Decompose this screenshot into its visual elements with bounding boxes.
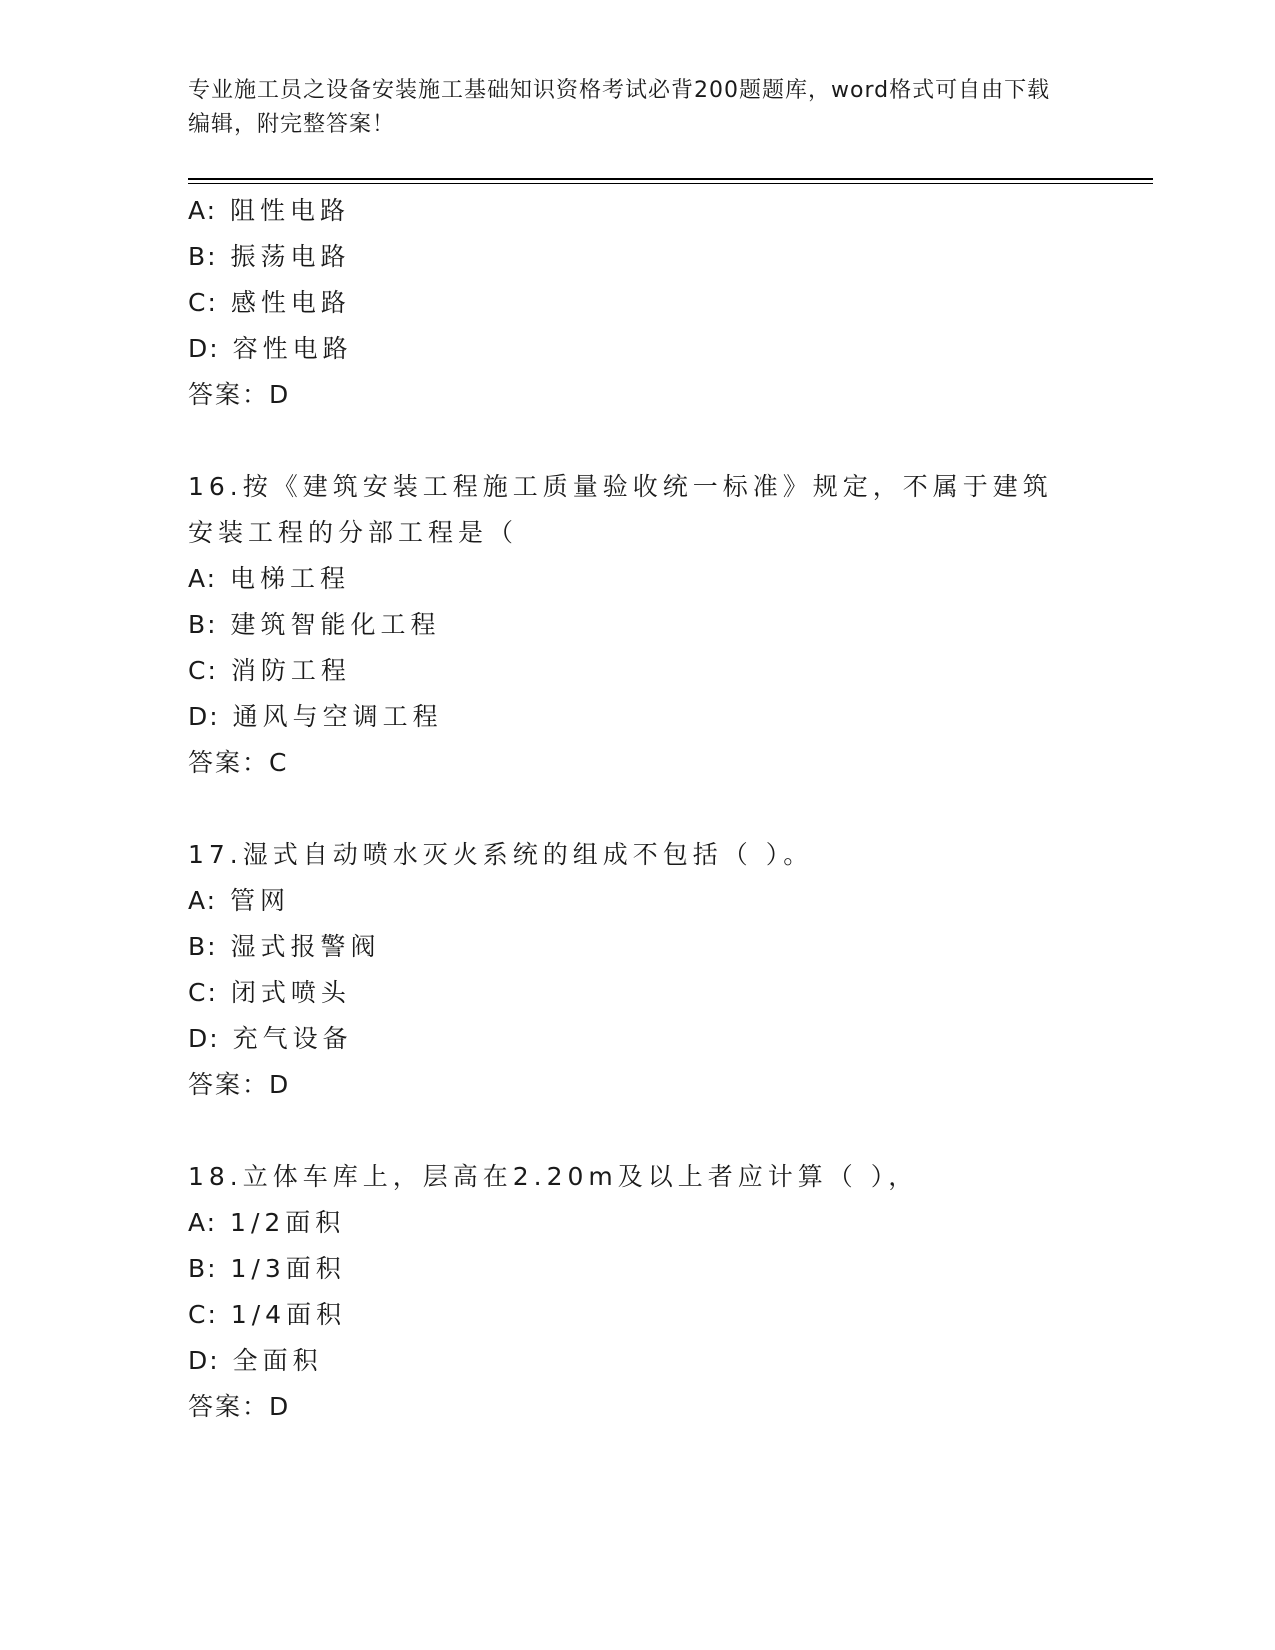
option-c: C: 消防工程 bbox=[188, 656, 351, 685]
option-c: C: 感性电路 bbox=[188, 288, 351, 317]
option-a: A: 管网 bbox=[188, 886, 291, 915]
option-d: D: 全面积 bbox=[188, 1346, 323, 1375]
option-b: B: 1/3面积 bbox=[188, 1254, 346, 1283]
question-stem: 17.湿式自动喷水灭火系统的组成不包括（ ）。 bbox=[188, 840, 814, 869]
answer: 答案：D bbox=[188, 1070, 291, 1099]
header-divider-thick bbox=[188, 178, 1153, 180]
question-stem: 18.立体车库上，层高在2.20m及以上者应计算（ ）， bbox=[188, 1162, 919, 1191]
question-stem: 16.按《建筑安装工程施工质量验收统一标准》规定，不属于建筑安装工程的分部工程是（ bbox=[188, 472, 1053, 547]
option-b: B: 振荡电路 bbox=[188, 242, 351, 271]
answer: 答案：C bbox=[188, 748, 289, 777]
option-d: D: 充气设备 bbox=[188, 1024, 353, 1053]
option-d: D: 通风与空调工程 bbox=[188, 702, 443, 731]
answer: 答案：D bbox=[188, 1392, 291, 1421]
question-16 bbox=[188, 464, 1088, 786]
option-a: A: 阻性电路 bbox=[188, 196, 351, 225]
question-18 bbox=[188, 1154, 1088, 1430]
option-b: B: 建筑智能化工程 bbox=[188, 610, 441, 639]
question-list bbox=[188, 188, 1088, 1430]
option-d: D: 容性电路 bbox=[188, 334, 353, 363]
option-a: A: 电梯工程 bbox=[188, 564, 351, 593]
option-c: C: 闭式喷头 bbox=[188, 978, 351, 1007]
answer: 答案：D bbox=[188, 380, 291, 409]
option-a: A: 1/2面积 bbox=[188, 1208, 346, 1237]
header-divider-thin bbox=[188, 183, 1153, 184]
question-15 bbox=[188, 188, 1088, 418]
document-header: 专业施工员之设备安装施工基础知识资格考试必背200题题库，word格式可自由下载编辑，附完整答案！ bbox=[188, 78, 1051, 137]
option-b: B: 湿式报警阀 bbox=[188, 932, 381, 961]
option-c: C: 1/4面积 bbox=[188, 1300, 347, 1329]
question-17 bbox=[188, 832, 1088, 1108]
